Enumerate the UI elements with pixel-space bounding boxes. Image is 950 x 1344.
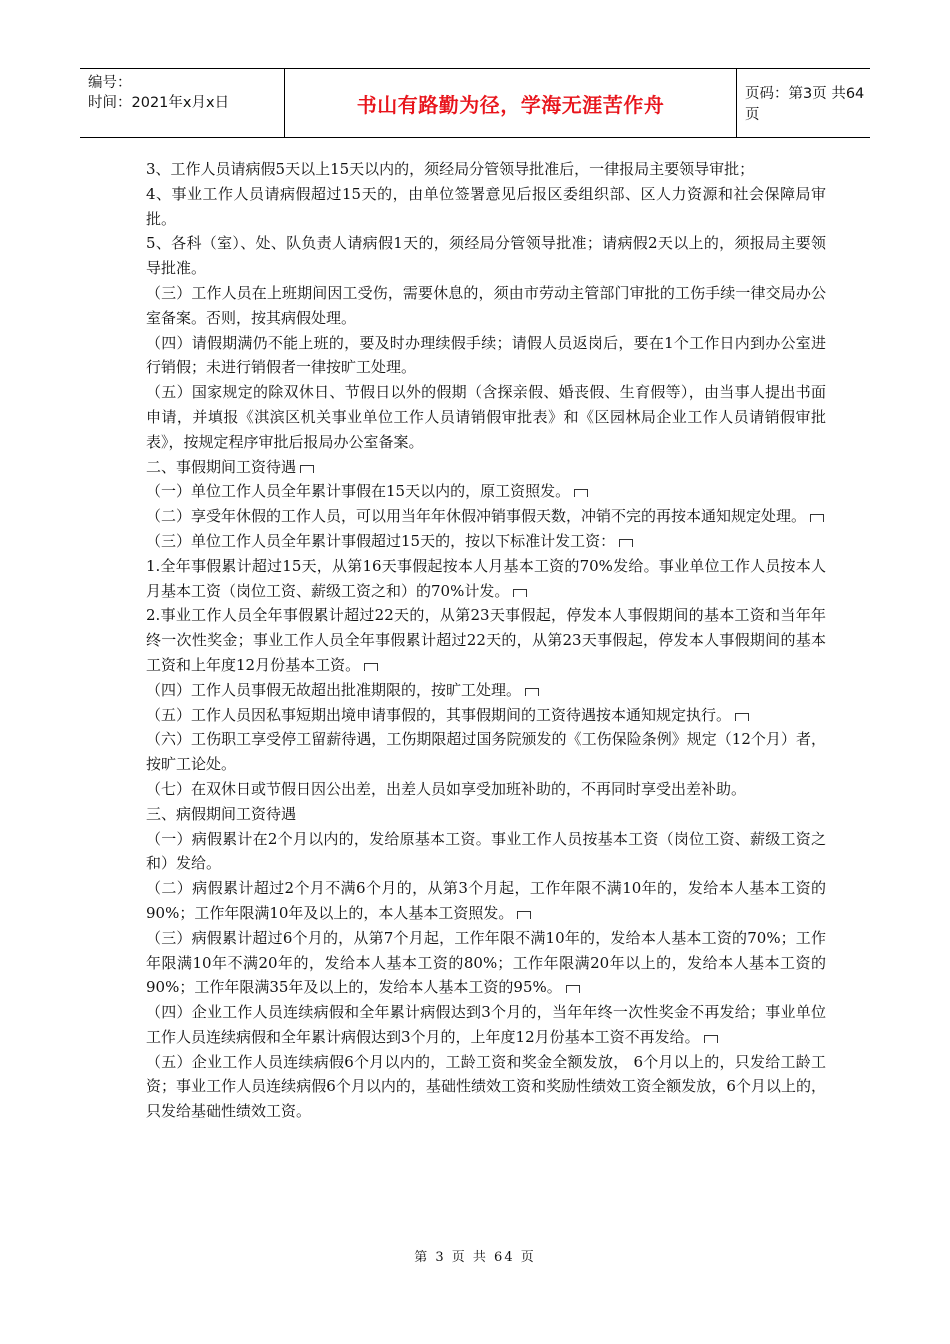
paragraph: [146, 529, 826, 554]
paragraph: [146, 1050, 826, 1124]
paragraph-mark-icon: [619, 539, 633, 547]
paragraph-text: 3、工作人员请病假5天以上15天以内的，须经局分管领导批准后，一律报局主要领导审批；: [146, 160, 755, 178]
page-footer: 第 3 页 共 64 页: [414, 1250, 536, 1265]
doc-date-label: 时间：2021年x月x日: [88, 95, 230, 111]
paragraph-mark-icon: [566, 985, 580, 993]
paragraph-mark-icon: [364, 663, 378, 671]
paragraph-mark-icon: [735, 713, 749, 721]
paragraph: [146, 182, 826, 232]
paragraph-text: 三、病假期间工资待遇: [146, 804, 297, 823]
paragraph: [146, 479, 826, 504]
paragraph: [146, 727, 826, 777]
paragraph-text: 1.全年事假累计超过15天，从第16天事假起按本人月基本工资的70%发给。事业单位工作人员按本人月基本工资（岗位工资、薪级工资之和）的70%计发。: [146, 556, 826, 600]
paragraph-text: （五）工作人员因私事短期出境申请事假的，其事假期间的工资待遇按本通知规定执行。: [146, 705, 732, 724]
paragraph-text: （一）单位工作人员全年累计事假在15天以内的，原工资照发。: [146, 482, 571, 501]
paragraph-text: （七）在双休日或节假日因公出差，出差人员如享受加班补助的，不再同时享受出差补助。: [146, 779, 747, 798]
paragraph-text: （一）病假累计在2个月以内的，发给原基本工资。事业工作人员按基本工资（岗位工资、薪级工资之和）发给。: [146, 829, 826, 873]
paragraph-mark-icon: [574, 489, 588, 497]
paragraph-text: （三）工作人员在上班期间因工受伤，需要休息的，须由市劳动主管部门审批的工伤手续一律交局办公室备案。否则，按其病假处理。: [146, 283, 826, 327]
doc-number-label: 编号：: [88, 75, 132, 91]
paragraph-text: 2.事业工作人员全年事假累计超过22天的，从第23天事假起，停发本人事假期间的基本工资和当年年终一次性奖金；事业工作人员全年事假累计超过22天的，从第23天事假起，停发本人事假期间的基本工资和上年度12月份基本工资。: [146, 606, 826, 674]
header-motto-cell: [285, 69, 737, 137]
paragraph-text: （三）单位工作人员全年累计事假超过15天的，按以下标准计发工资：: [146, 531, 616, 550]
paragraph-text: （五）企业工作人员连续病假6个月以内的，工龄工资和奖金全额发放， 6个月以上的，只发给工龄工资；事业工作人员连续病假6个月以内的，基础性绩效工资和奖励性绩效工资全额发放，6个月以上的，只发给基础性绩效工资。: [146, 1052, 826, 1121]
paragraph: [146, 603, 826, 677]
paragraph-text: 二、事假期间工资待遇: [146, 457, 297, 476]
paragraph-text: （五）国家规定的除双休日、节假日以外的假期（含探亲假、婚丧假、生育假等），由当事人提出书面申请，并填报《淇滨区机关事业单位工作人员请销假审批表》和《区园林局企业工作人员请销假审批表》，按规定程序审批后报局办公室备案。: [146, 383, 826, 451]
paragraph: [146, 281, 826, 331]
paragraph: [146, 703, 826, 728]
paragraph-text: （二）享受年休假的工作人员，可以用当年年休假冲销事假天数，冲销不完的再按本通知规定处理。: [146, 507, 807, 526]
paragraph-text: 5、各科（室）、处、队负责人请病假1天的，须经局分管领导批准；请病假2天以上的，须报局主要领导批准。: [146, 234, 826, 278]
paragraph: [146, 1000, 826, 1050]
paragraph-mark-icon: [704, 1035, 718, 1043]
paragraph-text: （三）病假累计超过6个月的，从第7个月起，工作年限不满10年的，发给本人基本工资的70%；工作年限满10年不满20年的，发给本人基本工资的80%；工作年限满20年以上的，发给本人基本工资的90%；工作年限满35年及以上的，发给本人基本工资的95%。: [146, 928, 826, 997]
header-meta: [80, 69, 285, 137]
paragraph: [146, 554, 826, 604]
paragraph-mark-icon: [513, 589, 527, 597]
paragraph-text: （四）请假期满仍不能上班的，要及时办理续假手续；请假人员返岗后，要在1个工作日内到办公室进行销假；未进行销假者一律按旷工处理。: [146, 333, 826, 377]
paragraph: [146, 876, 826, 926]
document-body: [146, 157, 826, 1124]
paragraph-mark-icon: [300, 465, 314, 473]
header-page-info: 页码：第3页 共64页: [745, 86, 865, 123]
paragraph-mark-icon: [525, 688, 539, 696]
header-motto: 书山有路勤为径，学海无涯苦作舟: [356, 92, 665, 117]
paragraph-mark-icon: [810, 514, 824, 522]
paragraph: [146, 380, 826, 454]
paragraph-text: （四）工作人员事假无故超出批准期限的，按旷工处理。: [146, 680, 522, 699]
paragraph: [146, 331, 826, 381]
paragraph-text: （二）病假累计超过2个月不满6个月的，从第3个月起，工作年限不满10年的，发给本人基本工资的90%；工作年限满10年及以上的，本人基本工资照发。: [146, 879, 826, 922]
paragraph: [146, 926, 826, 1000]
paragraph: [146, 827, 826, 877]
paragraph: [146, 802, 826, 827]
paragraph: [146, 777, 826, 802]
paragraph: [146, 504, 826, 529]
paragraph: [146, 455, 826, 480]
paragraph-text: （四）企业工作人员连续病假和全年累计病假达到3个月的，当年年终一次性奖金不再发给；事业单位工作人员连续病假和全年累计病假达到3个月的，上年度12月份基本工资不再发给。: [146, 1003, 826, 1046]
paragraph-text: 4、事业工作人员请病假超过15天的，由单位签署意见后报区委组织部、区人力资源和社会保障局审批。: [146, 184, 826, 228]
page-header: [80, 68, 870, 138]
paragraph-text: （六）工伤职工享受停工留薪待遇，工伤期限超过国务院颁发的《工伤保险条例》规定（12个月）者，按旷工论处。: [146, 730, 826, 774]
paragraph: [146, 157, 826, 182]
paragraph: [146, 678, 826, 703]
paragraph-mark-icon: [517, 911, 531, 919]
paragraph: [146, 231, 826, 281]
